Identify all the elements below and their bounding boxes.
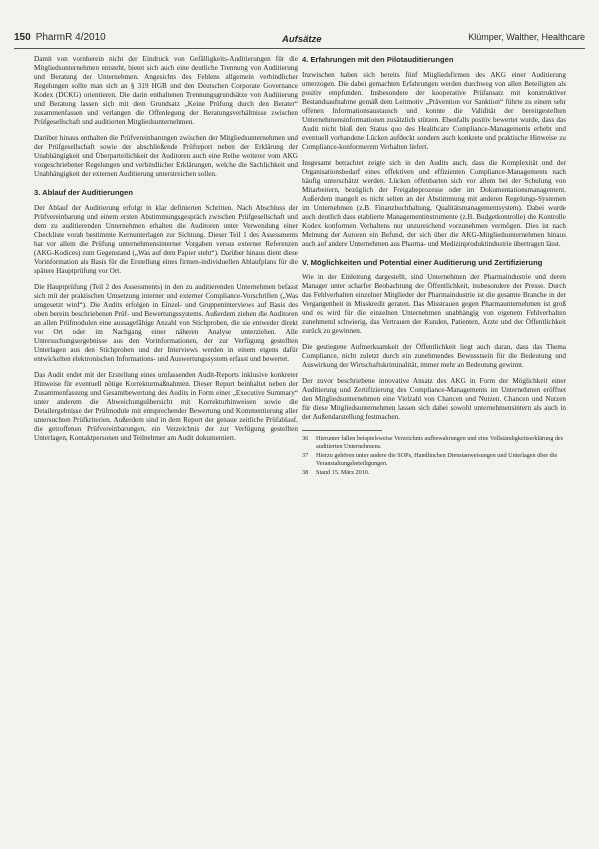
paragraph: Die gestiegene Aufmerksamkeit der Öffentlichkeit liegt auch daran, dass das Thema Compliance, nicht zuletzt durch ein zunehmendes Bewusstsein für die Bedeutung und Auswirkung der Wirtschaftskriminalität, immer mehr an Bedeutung gewinnt. [302, 343, 566, 369]
footnote-number: 36 [302, 435, 309, 442]
paragraph: Der Ablauf der Auditierung erfolgt in klar definierten Schritten. Nach Abschluss der Prüfvereinbarung und einem ersten Abstimmungsgespräch zwischen Prüfgesellschaft und dem zu auditierenden Unternehmen erhalten die Auditoren unter Verwendung einer Checkliste vorab bestimmte Kernunterlagen zur Sichtung. Dieser Teil 1 des Assessments hat vor allem die Prüfung unternehmensinterner Vorgaben versus externer Referenzen (AKG-Kodices) zum Gegenstand („Was auf dem Papier steht“). Darüber hinaus dient diese Vorinformation als Basis für die Erstellung eines firmen-individuellen Ablaufplans für die spätere Hauptprüfung vor Ort. [34, 203, 298, 275]
paragraph: Inzwischen haben sich bereits fünf Mitgliedsfirmen des AKG einer Auditierung unterzogen. Die dabei gemachten Erfahrungen werden durchweg von allen Beteiligten als positiv empfunden. Insbesondere der kooperative Prüfansatz mit konstruktiver Bestandsaufnahme gemäß dem Leitmotiv „Prävention vor Sanktion“ führte zu einem sehr offenen Informationsaustausch und konnte die Validität der bereitgestellten Unternehmensinformationen zusätzlich stützen. Ebenfalls positiv bewertet wurde, dass das Audit nicht bloß den Status quo des Healthcare Compliance-Managements erhebt und eventuell vorhandene Lücken aufdeckt sondern auch konkrete und praktische Hinweise zu Compliance-konformerem Verhalten liefert. [302, 70, 566, 151]
header-rule [14, 48, 585, 49]
footnote-text: Hierzu gehören unter andere die SOPs, Handlinchen Dienstanweisungen und Unterlagen über die Veranstaltungsbeteiligungen. [316, 452, 558, 467]
paragraph: Damit von vornherein nicht der Eindruck von Gefälligkeits-Auditierungen für die Mitgliedsunternehmen entsteht, bietet sich auch eine deutliche Trennung von Auditierung und Beratung der Unternehmen. Angesichts des Fehlens allgemein verbindlicher Regelungen sollte man sich an § 319 HGB und den Deutschen Corporate Governance Kodex (DCKG) orientieren. Die darin enthaltenen Trennungsgrundsätze von Auditierung und Beratung lassen sich mit dem Grundsatz „Keine Prüfung durch den Berater“ zusammenfassen und verlangen die Offenlegung der Beratungsverhältnisse zwischen Prüfgesellschaft und auditierten Mitgliedsunternehmen. [34, 55, 298, 126]
footnote-number: 37 [302, 452, 309, 460]
footnote [302, 452, 566, 467]
section-label: Aufsätze [282, 34, 322, 45]
footnote [302, 469, 566, 477]
paragraph: Darüber hinaus enthalten die Prüfvereinbarungen zwischen der Mitgliedsunternehmen und der Prüfgesellschaft sowie der abschließende Prüfreport neben der Erklärung der Unabhängigkeit und Überparteilichkeit der Auditoren auch eine Reihe weiterer vom AKG vorgeschriebener Regelungen und verbindlicher Erklärungen, welche die Sachlichkeit und Unabhängigkeit der externen Auditierung unterstreichen sollen. [34, 134, 298, 178]
page-number-journal [14, 32, 106, 43]
footnote-number: 38 [302, 469, 309, 477]
paragraph: Das Audit endet mit der Erstellung eines umfassenden Audit-Reports inklusive konkreter Hinweise für eventuell nötige Korrekturmaßnahmen. Dieser Report beinhaltet neben der Zusammenfassung und Gesamtbewertung des Audits in Form einer „Executive Summary“ unter anderem die Abweichungsübersicht mit Korrekturhinweisen sowie die Detailergebnisse der Prüfmodule mit entsprechender Bewertung und Kommentierung aller untersuchten Prüfkriterien. Außerdem sind in dem Report der genaue zeitliche Prüfablauf, die getroffenen Prüfvereinbarungen, ein Verzeichnis der zur Verfügung gestellten Unterlagen, Kontaktpersonen und Teilnehmer am Audit dokumentiert. [34, 370, 298, 442]
footnote-text: Stand 15. März 2010. [316, 469, 370, 477]
paragraph: Der zuvor beschriebene innovative Ansatz des AKG in Form der Möglichkeit einer Auditierung und Zertifizierung des Compliance-Managements im Unternehmen eröffnet den Mitgliedsunternehmen eine Vielzahl von Chancen und Nutzen. Chancen und Nutzen für diese Mitgliedsunternehmen lassen sich dabei sowohl unternehmensintern als auch in der Außendarstellung festmachen. [302, 377, 566, 421]
authors-line: Klümper, Walther, Healthcare [468, 32, 585, 42]
section-heading: 3. Ablauf der Auditierungen [34, 188, 134, 197]
paragraph: Die Hauptprüfung (Teil 2 des Assessments) in den zu auditierenden Unternehmen befasst sich mit der praktischen Umsetzung interner und externer Compliance-Vorschriften („Was umgesetzt wird“). Die Audits erfolgen in Einzel- und Gruppeninterviews auf Basis des oben bereits beschriebenen Prüf- und Bewertungssystems. Außerdem ziehen die Auditoren an allen Prüfmodulen eine aussagefähige Anzahl von Stichproben, die sie entweder direkt vor Ort oder im Nachgang einer näheren Analyse unterziehen. Alle Untersuchungsergebnisse aus den Vorinformationen, der zur Verfügung gestellten Unterlagen aus den Stichproben und der Interviews werden in einem eigens dafür entwickelten elektronischen Informations- und Auswertungssystem erfasst und bewertet. [34, 282, 298, 363]
page-number: 150 [14, 32, 31, 43]
right-column [302, 55, 566, 479]
footnote [302, 435, 566, 450]
footnote-rule [302, 430, 382, 431]
section-heading: V. Möglichkeiten und Potential einer Auditierung und Zertifizierung [302, 257, 543, 267]
section-heading: 4. Erfahrungen mit den Pilotauditierungen [302, 55, 454, 64]
left-column [34, 55, 298, 450]
journal-name: PharmR 4/2010 [35, 32, 106, 43]
paragraph: Insgesamt betrachtet zeigte sich in den Audits auch, dass die Komplexität und der Organisationsbedarf eines effektiven und effizienten Compliance-Managements nach häufig unterschätzt werden. Lücken offenbarten sich vor allem bei der Schulung von Mitarbeitern, bezüglich der Freigabeprozesse oder im Dokumentationsmanagement. Außerdem mangelt es nicht selten an der Abstimmung mit anderen Regelungs-Systemen im Unternehmen (z.B. Finanzbuchhaltung, Qualitätsmanagementsystem). Dabei wurde auch deutlich dass etablierte Managementinstrumente (z.B. Budgetkontrolle) die Kontrolle Kodex konformen Verhaltens nur unzureichend vorzunehmen vermögen. Dies ist nach Meinung der Autoren ein Befund, der sich über die AKG-Mitgliedsunternehmen hinaus auch auf andere Unternehmen aus Pharma- und Medizinproduktindustrie übertragen lässt. [302, 158, 566, 248]
footnote-text: Hierunter fallen beispielsweise Verzeichnis aufbewahrungen und eine Vollständigkeitserklärung des auditierten Unternehmens. [316, 435, 564, 450]
paragraph: Wie in der Einleitung dargestellt, sind Unternehmen der Pharmaindustrie und deren Manager unter scharfer Beobachtung der Öffentlichkeit, insbesondere der Presse. Durch das Fehlverhalten einzelner Mitglieder der Pharmaindustrie ist die gesamte Branche in der Vergangenheit in Misskredit geraten. Das Misstrauen gegen Pharmaunternehmen ist groß und es wird für die einzelnen Unternehmen unabhängig von eigenem Fehlverhalten zunehmend schwierig, das Vertrauen der Kunden, Patienten, Ärzte und der Öffentlichkeit zurück zu gewinnen. [302, 273, 566, 335]
running-header [14, 32, 585, 46]
